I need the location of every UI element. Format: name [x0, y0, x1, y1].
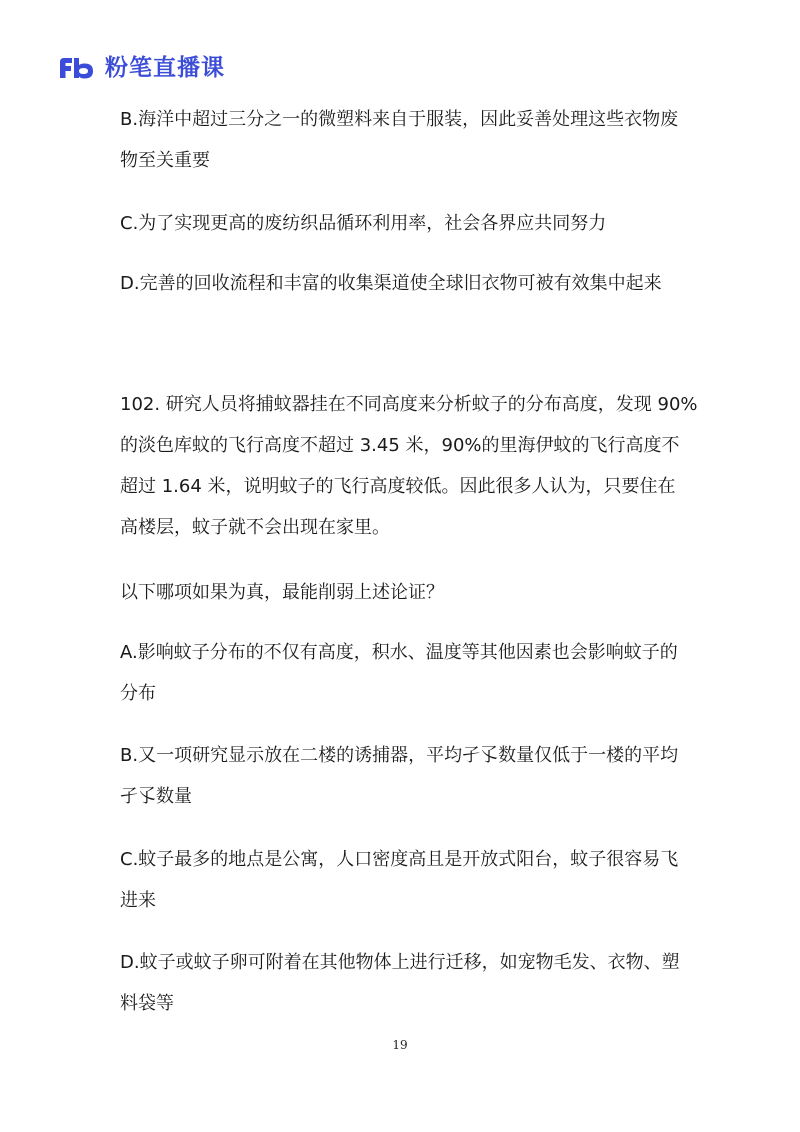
page-number: 19 — [392, 1038, 408, 1052]
text-line: B.海洋中超过三分之一的微塑料来自于服装，因此妥善处理这些衣物废 — [120, 109, 679, 130]
logo-text: 粉笔直播课 — [105, 54, 225, 81]
text-line: D.蚊子或蚊子卵可附着在其他物体上进行迁移，如宠物毛发、衣物、塑 — [120, 952, 680, 973]
text-line: 以下哪项如果为真，最能削弱上述论证？ — [120, 582, 444, 603]
option-c-previous — [120, 203, 708, 244]
text-line: 孑孓数量 — [120, 786, 192, 807]
option-a — [120, 632, 708, 714]
text-line: 料袋等 — [120, 993, 174, 1014]
question-102-prompt — [120, 572, 708, 613]
option-c — [120, 839, 708, 921]
text-line: B.又一项研究显示放在二楼的诱捕器，平均孑孓数量仅低于一楼的平均 — [120, 745, 679, 766]
text-line: 进来 — [120, 890, 156, 911]
text-line: A.影响蚊子分布的不仅有高度，积水、温度等其他因素也会影响蚊子的 — [120, 642, 678, 663]
text-line: 102. 研究人员将捕蚊器挂在不同高度来分析蚊子的分布高度，发现 90% — [120, 394, 698, 415]
option-d — [120, 942, 708, 1024]
text-line: 分布 — [120, 683, 156, 704]
question-102-stem — [120, 384, 708, 548]
text-line: 超过 1.64 米，说明蚊子的飞行高度较低。因此很多人认为，只要住在 — [120, 476, 676, 497]
text-line: 高楼层，蚊子就不会出现在家里。 — [120, 517, 390, 538]
fb-logo-icon — [57, 56, 97, 80]
text-line: C.蚊子最多的地点是公寓，人口密度高且是开放式阳台，蚊子很容易飞 — [120, 849, 679, 870]
text-line: C.为了实现更高的废纺织品循环利用率，社会各界应共同努力 — [120, 213, 607, 234]
text-line: 的淡色库蚊的飞行高度不超过 3.45 米，90%的里海伊蚊的飞行高度不 — [120, 435, 680, 456]
text-line: D.完善的回收流程和丰富的收集渠道使全球旧衣物可被有效集中起来 — [120, 273, 662, 294]
option-b — [120, 735, 708, 817]
option-d-previous — [120, 263, 708, 304]
brand-logo — [57, 52, 225, 84]
text-line: 物至关重要 — [120, 150, 210, 171]
option-b-previous — [120, 99, 708, 181]
